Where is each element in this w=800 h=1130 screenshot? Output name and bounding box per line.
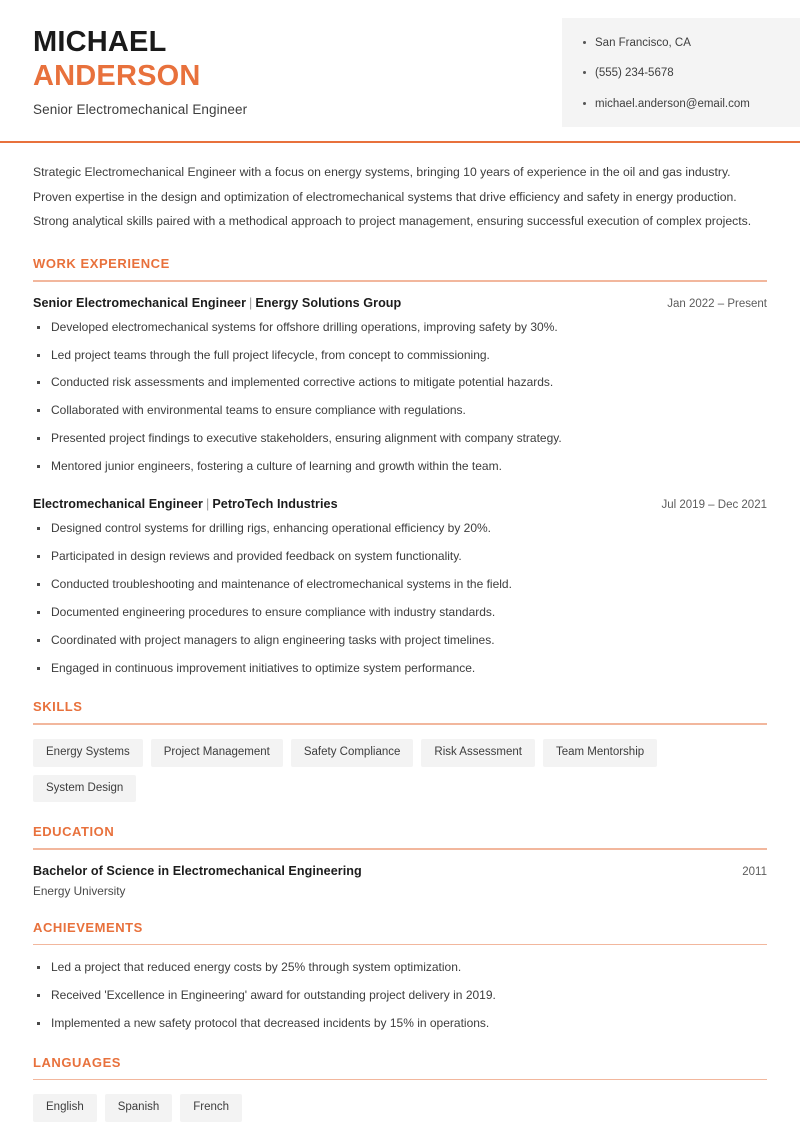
section-divider bbox=[33, 1079, 767, 1081]
section-title-skills: SKILLS bbox=[33, 699, 83, 715]
experience-bullet-list bbox=[33, 319, 767, 476]
identity-block bbox=[0, 16, 247, 117]
section-divider bbox=[33, 280, 767, 282]
list-item: Conducted troubleshooting and maintenance of electromechanical systems in the field. bbox=[33, 576, 767, 593]
section-title-achievements: ACHIEVEMENTS bbox=[33, 919, 143, 935]
list-item: Coordinated with project managers to align engineering tasks with project timelines. bbox=[33, 632, 767, 649]
resume-header bbox=[0, 0, 800, 127]
last-name: ANDERSON bbox=[33, 59, 201, 92]
list-item: Implemented a new safety protocol that decreased incidents by 15% in operations. bbox=[33, 1015, 767, 1032]
contact-item-location: San Francisco, CA bbox=[582, 36, 778, 50]
section-divider bbox=[33, 848, 767, 850]
resume-body bbox=[0, 160, 800, 1122]
skills-tag-row bbox=[33, 739, 767, 802]
education-degree: Bachelor of Science in Electromechanical Engineering bbox=[33, 863, 362, 878]
experience-entry bbox=[33, 497, 767, 677]
experience-date-range: Jul 2019 – Dec 2021 bbox=[661, 499, 767, 512]
experience-entry-header bbox=[33, 497, 767, 511]
section-title-education: EDUCATION bbox=[33, 824, 115, 840]
list-item: Documented engineering procedures to ensure compliance with industry standards. bbox=[33, 604, 767, 621]
section-title-languages: LANGUAGES bbox=[33, 1054, 122, 1070]
experience-job-title: Senior Electromechanical Engineer bbox=[33, 295, 247, 310]
list-item: Led project teams through the full project lifecycle, from concept to commissioning. bbox=[33, 347, 767, 364]
section-skills bbox=[33, 699, 767, 802]
section-divider bbox=[33, 723, 767, 725]
experience-title-company bbox=[33, 497, 338, 511]
experience-title-company bbox=[33, 296, 401, 310]
list-item: Mentored junior engineers, fostering a culture of learning and growth within the team. bbox=[33, 458, 767, 475]
professional-title: Senior Electromechanical Engineer bbox=[33, 102, 248, 118]
list-item: Engaged in continuous improvement initiatives to optimize system performance. bbox=[33, 660, 767, 677]
section-title-work-experience: WORK EXPERIENCE bbox=[33, 256, 170, 272]
title-company-separator: | bbox=[205, 497, 210, 512]
education-year: 2011 bbox=[742, 865, 767, 878]
list-item: Participated in design reviews and provided feedback on system functionality. bbox=[33, 548, 767, 565]
skill-tag: Energy Systems bbox=[33, 739, 143, 767]
first-name: MICHAEL bbox=[33, 26, 167, 58]
list-item: Designed control systems for drilling rigs, enhancing operational efficiency by 20%. bbox=[33, 520, 767, 537]
achievements-bullet-list bbox=[33, 959, 767, 1032]
contact-info-box bbox=[562, 18, 800, 127]
education-entry bbox=[33, 864, 767, 898]
education-school: Energy University bbox=[33, 883, 126, 898]
header-divider bbox=[0, 141, 800, 143]
list-item: Collaborated with environmental teams to ensure compliance with regulations. bbox=[33, 402, 767, 419]
education-entry-header bbox=[33, 864, 767, 878]
experience-entry-header bbox=[33, 296, 767, 310]
list-item: Developed electromechanical systems for offshore drilling operations, improving safety by 30%. bbox=[33, 319, 767, 336]
title-company-separator: | bbox=[249, 295, 253, 310]
experience-job-title: Electromechanical Engineer bbox=[33, 497, 203, 512]
skill-tag: Project Management bbox=[151, 739, 283, 767]
list-item: Conducted risk assessments and implemented corrective actions to mitigate potential hazards. bbox=[33, 374, 767, 391]
contact-item-email: michael.anderson@email.com bbox=[582, 97, 778, 111]
skill-tag: System Design bbox=[33, 775, 136, 803]
section-divider bbox=[33, 944, 767, 946]
experience-company: Energy Solutions Group bbox=[255, 295, 402, 310]
experience-company: PetroTech Industries bbox=[212, 497, 338, 512]
languages-tag-row bbox=[33, 1094, 767, 1122]
section-work-experience bbox=[33, 256, 767, 677]
section-achievements bbox=[33, 920, 767, 1033]
list-item: Led a project that reduced energy costs by 25% through system optimization. bbox=[33, 959, 767, 976]
contact-item-phone: (555) 234-5678 bbox=[582, 66, 778, 80]
experience-date-range: Jan 2022 – Present bbox=[667, 297, 767, 310]
list-item: Received 'Excellence in Engineering' award for outstanding project delivery in 2019. bbox=[33, 987, 767, 1004]
experience-bullet-list bbox=[33, 520, 767, 677]
professional-summary: Strategic Electromechanical Engineer with a focus on energy systems, bringing 10 years of experience in the oil and gas industry. Proven expertise in the design and optimization of electromechanical systems that drive efficiency and safety in energy production. Strong analytical skills paired with a methodical approach to project management, ensuring successful execution of complex projects. bbox=[33, 165, 752, 229]
list-item: Presented project findings to executive stakeholders, ensuring alignment with company strategy. bbox=[33, 430, 767, 447]
section-education bbox=[33, 824, 767, 898]
experience-entry bbox=[33, 296, 767, 476]
skill-tag: Risk Assessment bbox=[421, 739, 535, 767]
language-tag: Spanish bbox=[105, 1094, 173, 1122]
skill-tag: Safety Compliance bbox=[291, 739, 414, 767]
language-tag: English bbox=[33, 1094, 97, 1122]
language-tag: French bbox=[180, 1094, 242, 1122]
contact-list bbox=[582, 36, 778, 111]
skill-tag: Team Mentorship bbox=[543, 739, 657, 767]
section-languages bbox=[33, 1055, 767, 1122]
